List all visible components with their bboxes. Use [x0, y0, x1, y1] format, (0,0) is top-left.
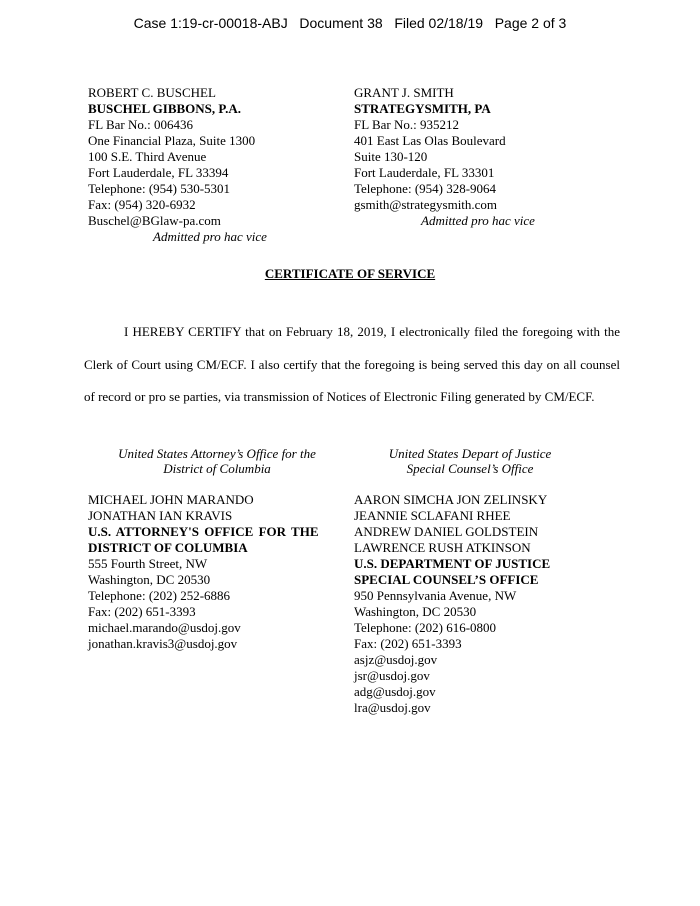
office-name-line — [88, 524, 346, 540]
counsel-address-line: Suite 130-120 — [354, 149, 428, 164]
office-name-line: U.S. DEPARTMENT OF JUSTICE — [354, 556, 551, 571]
admitted-pro-hac-vice: Admitted pro hac vice — [153, 229, 267, 244]
counsel-address-line: 401 East Las Olas Boulevard — [354, 133, 506, 148]
office-city: Washington, DC 20530 — [354, 604, 477, 619]
office-header-line: Special Counsel’s Office — [406, 461, 534, 476]
counsel-firm: BUSCHEL GIBBONS, P.A. — [88, 101, 242, 116]
attorney-email: lra@usdoj.gov — [354, 700, 431, 715]
counsel-bar-number: FL Bar No.: 935212 — [354, 117, 459, 132]
office-name-line: DISTRICT OF COLUMBIA — [88, 540, 248, 555]
counsel-email: Buschel@BGlaw-pa.com — [88, 213, 221, 228]
counsel-block-buschel — [88, 85, 308, 245]
office-header-line: District of Columbia — [163, 461, 271, 476]
certificate-body — [84, 316, 620, 414]
attorney-name: MICHAEL JOHN MARANDO — [88, 492, 254, 507]
counsel-telephone: Telephone: (954) 530-5301 — [88, 181, 231, 196]
office-name-text: U.S. ATTORNEY'S OFFICE FOR THE — [88, 524, 319, 539]
counsel-city: Fort Lauderdale, FL 33301 — [354, 165, 495, 180]
counsel-email: gsmith@strategysmith.com — [354, 197, 498, 212]
attorney-name: JONATHAN IAN KRAVIS — [88, 508, 233, 523]
office-city: Washington, DC 20530 — [88, 572, 211, 587]
attorney-email: adg@usdoj.gov — [354, 684, 436, 699]
counsel-block-smith — [354, 85, 584, 229]
attorney-email: jonathan.kravis3@usdoj.gov — [88, 636, 238, 651]
counsel-bar-number: FL Bar No.: 006436 — [88, 117, 193, 132]
counsel-name: ROBERT C. BUSCHEL — [88, 85, 216, 100]
office-header-sco — [354, 446, 586, 476]
office-address: 555 Fourth Street, NW — [88, 556, 208, 571]
certificate-text: I HEREBY CERTIFY that on February 18, 2019, I electronically filed the foregoing with the Clerk of Court using CM/ECF. I also certify that the foregoing is being served this day on all counsel of record or pro se parties, via transmission of Notices of Electronic Filing generated by CM/ECF. — [84, 324, 620, 404]
office-telephone: Telephone: (202) 616-0800 — [354, 620, 497, 635]
counsel-address-line: One Financial Plaza, Suite 1300 — [88, 133, 256, 148]
counsel-city: Fort Lauderdale, FL 33394 — [88, 165, 229, 180]
office-fax: Fax: (202) 651-3393 — [88, 604, 196, 619]
certificate-title: CERTIFICATE OF SERVICE — [264, 266, 436, 281]
office-telephone: Telephone: (202) 252-6886 — [88, 588, 231, 603]
counsel-fax: Fax: (954) 320-6932 — [88, 197, 196, 212]
counsel-name: GRANT J. SMITH — [354, 85, 454, 100]
attorney-email: jsr@usdoj.gov — [354, 668, 430, 683]
attorney-name: LAWRENCE RUSH ATKINSON — [354, 540, 531, 555]
office-fax: Fax: (202) 651-3393 — [354, 636, 462, 651]
counsel-address-line: 100 S.E. Third Avenue — [88, 149, 207, 164]
attorney-name: JEANNIE SCLAFANI RHEE — [354, 508, 511, 523]
attorney-email: asjz@usdoj.gov — [354, 652, 438, 667]
case-header: Case 1:19-cr-00018-ABJ Document 38 Filed 02/18/19 Page 2 of 3 — [133, 15, 567, 31]
office-header-line: United States Attorney’s Office for the — [118, 446, 316, 461]
service-block-usao — [88, 492, 346, 652]
attorney-name: ANDREW DANIEL GOLDSTEIN — [354, 524, 539, 539]
attorney-email: michael.marando@usdoj.gov — [88, 620, 241, 635]
counsel-firm: STRATEGYSMITH, PA — [354, 101, 491, 116]
service-block-sco — [354, 492, 594, 716]
office-header-line: United States Depart of Justice — [388, 446, 552, 461]
admitted-pro-hac-vice: Admitted pro hac vice — [421, 213, 535, 228]
office-header-usao — [88, 446, 346, 476]
office-address: 950 Pennsylvania Avenue, NW — [354, 588, 517, 603]
attorney-name: AARON SIMCHA JON ZELINSKY — [354, 492, 548, 507]
office-name-line: SPECIAL COUNSEL’S OFFICE — [354, 572, 539, 587]
counsel-telephone: Telephone: (954) 328-9064 — [354, 181, 497, 196]
